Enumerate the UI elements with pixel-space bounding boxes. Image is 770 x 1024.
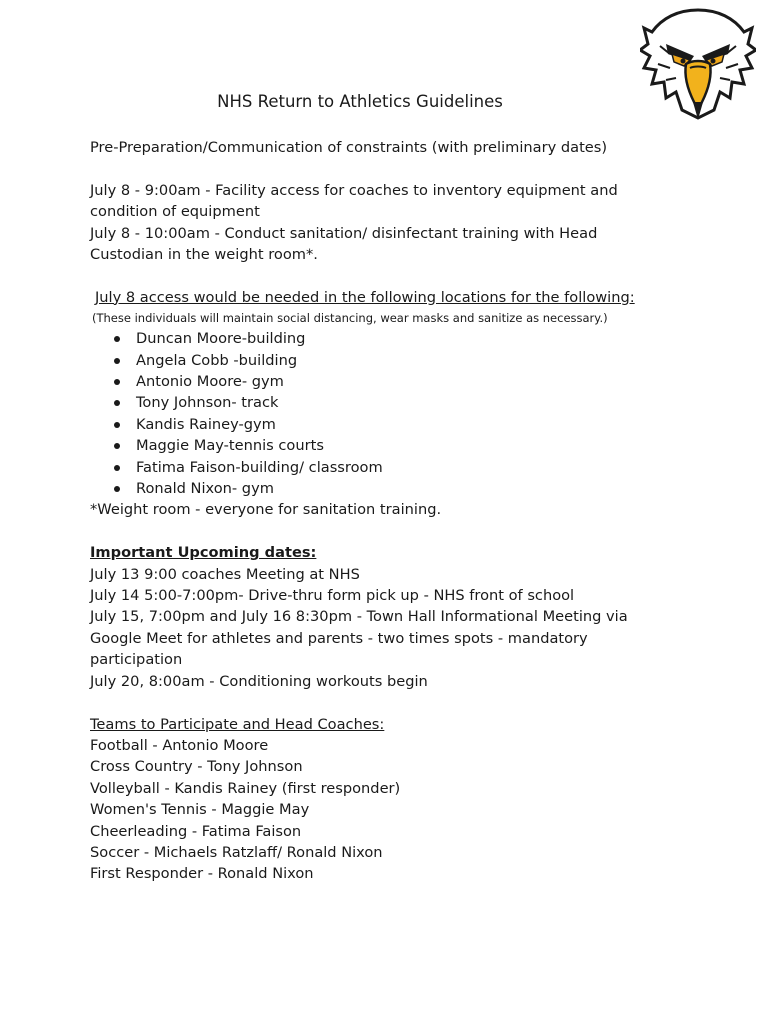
team-line: Cross Country - Tony Johnson — [90, 758, 303, 776]
list-item: Kandis Rainey-gym — [90, 414, 690, 435]
date-line: July 20, 8:00am - Conditioning workouts begin — [90, 672, 428, 690]
team-line: Women's Tennis - Maggie May — [90, 801, 310, 819]
july8-line: July 8 - 9:00am - Facility access for coaches to inventory equipment and — [90, 181, 618, 199]
list-item: Fatima Faison-building/ classroom — [90, 457, 690, 478]
list-item: Tony Johnson- track — [90, 392, 690, 413]
date-line: July 13 9:00 coaches Meeting at NHS — [90, 565, 360, 583]
july8-line: condition of equipment — [90, 203, 260, 221]
july8-line: Custodian in the weight room*. — [90, 246, 318, 264]
list-item: Antonio Moore- gym — [90, 371, 690, 392]
date-line: July 15, 7:00pm and July 16 8:30pm - Town Hall Informational Meeting via — [90, 608, 628, 626]
date-line: Google Meet for athletes and parents - two times spots - mandatory — [90, 629, 588, 647]
team-line: Soccer - Michaels Ratzlaff/ Ronald Nixon — [90, 843, 383, 861]
weight-room-note: *Weight room - everyone for sanitation training. — [90, 501, 442, 519]
list-item: Duncan Moore-building — [90, 328, 690, 349]
teams-heading: Teams to Participate and Head Coaches: — [90, 715, 385, 733]
team-line: Volleyball - Kandis Rainey (first responder) — [90, 779, 401, 797]
access-list — [90, 328, 690, 499]
important-dates-heading: Important Upcoming dates: — [90, 544, 317, 562]
list-item: Ronald Nixon- gym — [90, 478, 690, 499]
access-heading: July 8 access would be needed in the following locations for the following: — [95, 288, 635, 306]
list-item: Angela Cobb -building — [90, 350, 690, 371]
team-line: Cheerleading - Fatima Faison — [90, 822, 302, 840]
july8-line: July 8 - 10:00am - Conduct sanitation/ disinfectant training with Head — [90, 224, 598, 242]
page-title: NHS Return to Athletics Guidelines — [217, 92, 503, 111]
date-line: participation — [90, 651, 183, 669]
document-body — [90, 137, 690, 885]
pre-preparation-heading: Pre-Preparation/Communication of constraints (with preliminary dates) — [90, 139, 608, 156]
list-item: Maggie May-tennis courts — [90, 435, 690, 456]
team-line: Football - Antonio Moore — [90, 736, 269, 754]
access-note: (These individuals will maintain social distancing, wear masks and sanitize as necessary.) — [92, 311, 608, 326]
team-line: First Responder - Ronald Nixon — [90, 865, 314, 883]
date-line: July 14 5:00-7:00pm- Drive-thru form pick up - NHS front of school — [90, 587, 575, 605]
